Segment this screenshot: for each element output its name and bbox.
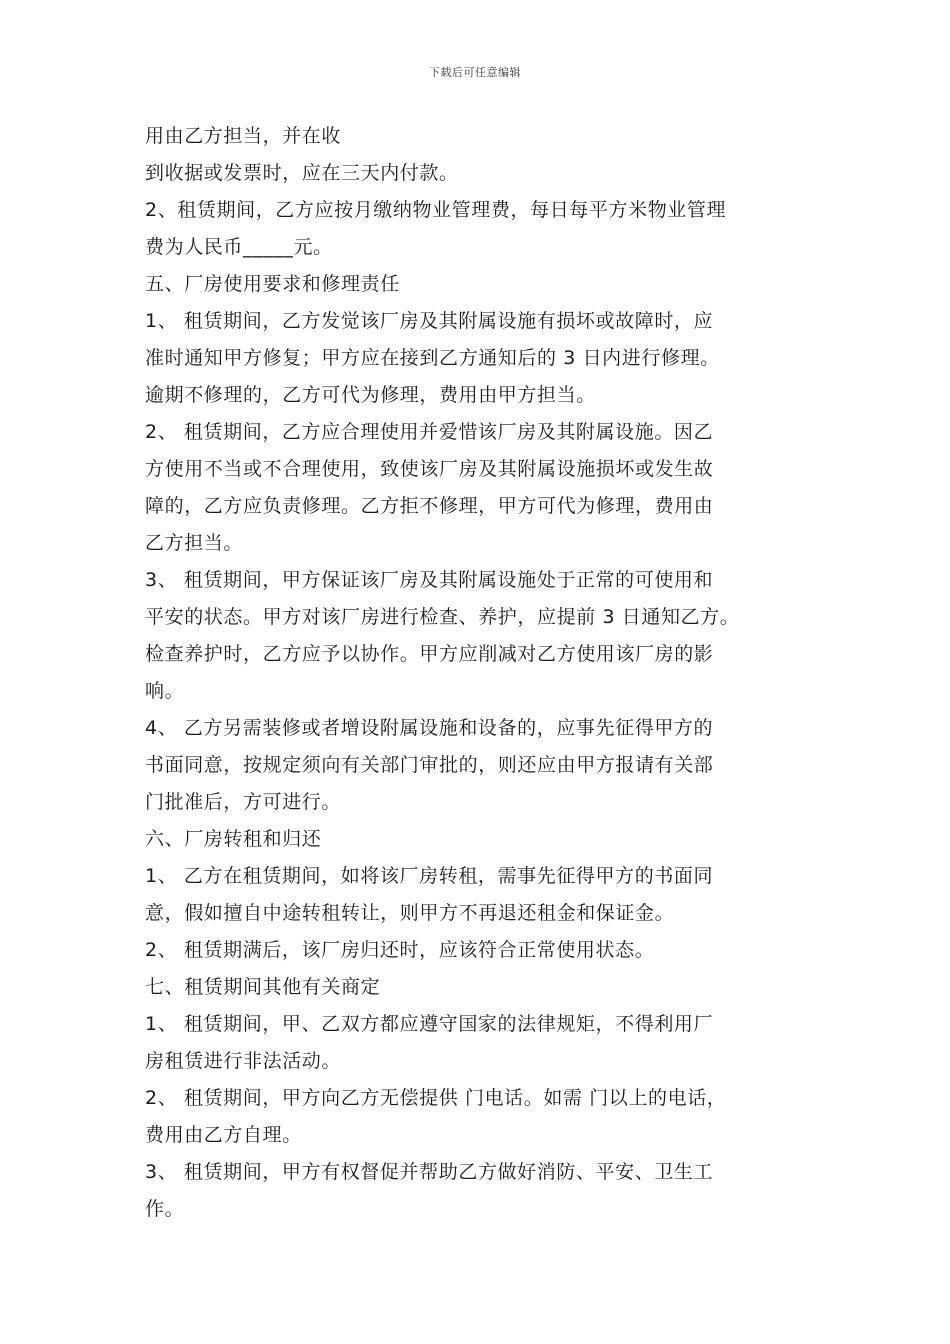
text-line: 到收据或发票时，应在三天内付款。 — [145, 162, 459, 184]
text-line: 费为人民币_____元。 — [145, 236, 333, 258]
text-line: 2、 租赁期间，甲方向乙方无偿提供 门电话。如需 门以上的电话， — [145, 1087, 727, 1109]
text-line: 响。 — [145, 680, 185, 702]
text-line: 3、 租赁期间，甲方有权督促并帮助乙方做好消防、平安、卫生工 — [145, 1161, 714, 1183]
text-line: 房租赁进行非法活动。 — [145, 1050, 342, 1072]
text-line: 2、 租赁期满后，该厂房归还时，应该符合正常使用状态。 — [145, 939, 655, 961]
text-line: 门批准后，方可进行。 — [145, 791, 342, 813]
text-line: 乙方担当。 — [145, 532, 244, 554]
text-line: 1、 乙方在租赁期间，如将该厂房转租，需事先征得甲方的书面同 — [145, 865, 714, 887]
text-line: 2、 租赁期间，乙方应合理使用并爱惜该厂房及其附属设施。因乙 — [145, 421, 714, 443]
text-line: 2、租赁期间，乙方应按月缴纳物业管理费，每日每平方米物业管理 — [145, 199, 727, 221]
text-line: 用由乙方担当，并在收 — [145, 125, 342, 147]
text-line: 书面同意，按规定须向有关部门审批的，则还应由甲方报请有关部 — [145, 754, 714, 776]
text-line: 逾期不修理的，乙方可代为修理，费用由甲方担当。 — [145, 384, 596, 406]
text-line: 3、 租赁期间，甲方保证该厂房及其附属设施处于正常的可使用和 — [145, 569, 714, 591]
text-line: 作。 — [145, 1198, 185, 1220]
text-line: 1、 租赁期间，乙方发觉该厂房及其附属设施有损坏或故障时，应 — [145, 310, 714, 332]
text-line: 意，假如擅自中途转租转让，则甲方不再退还租金和保证金。 — [145, 902, 675, 924]
document-body — [145, 118, 815, 1228]
section-heading: 五、厂房使用要求和修理责任 — [145, 273, 400, 295]
text-line: 检查养护时，乙方应予以协作。甲方应削减对乙方使用该厂房的影 — [145, 643, 714, 665]
section-heading: 六、厂房转租和归还 — [145, 828, 322, 850]
text-line: 方使用不当或不合理使用，致使该厂房及其附属设施损坏或发生故 — [145, 458, 714, 480]
text-line: 障的，乙方应负责修理。乙方拒不修理，甲方可代为修理，费用由 — [145, 495, 714, 517]
text-line: 费用由乙方自理。 — [145, 1124, 302, 1146]
text-line: 4、 乙方另需装修或者增设附属设施和设备的，应事先征得甲方的 — [145, 717, 714, 739]
section-heading: 七、租赁期间其他有关商定 — [145, 976, 381, 998]
page-header-note: 下载后可任意编辑 — [429, 66, 521, 79]
text-line: 1、 租赁期间，甲、乙双方都应遵守国家的法律规矩，不得利用厂 — [145, 1013, 714, 1035]
text-line: 准时通知甲方修复；甲方应在接到乙方通知后的 3 日内进行修理。 — [145, 347, 720, 369]
text-line: 平安的状态。甲方对该厂房进行检查、养护，应提前 3 日通知乙方。 — [145, 606, 740, 628]
